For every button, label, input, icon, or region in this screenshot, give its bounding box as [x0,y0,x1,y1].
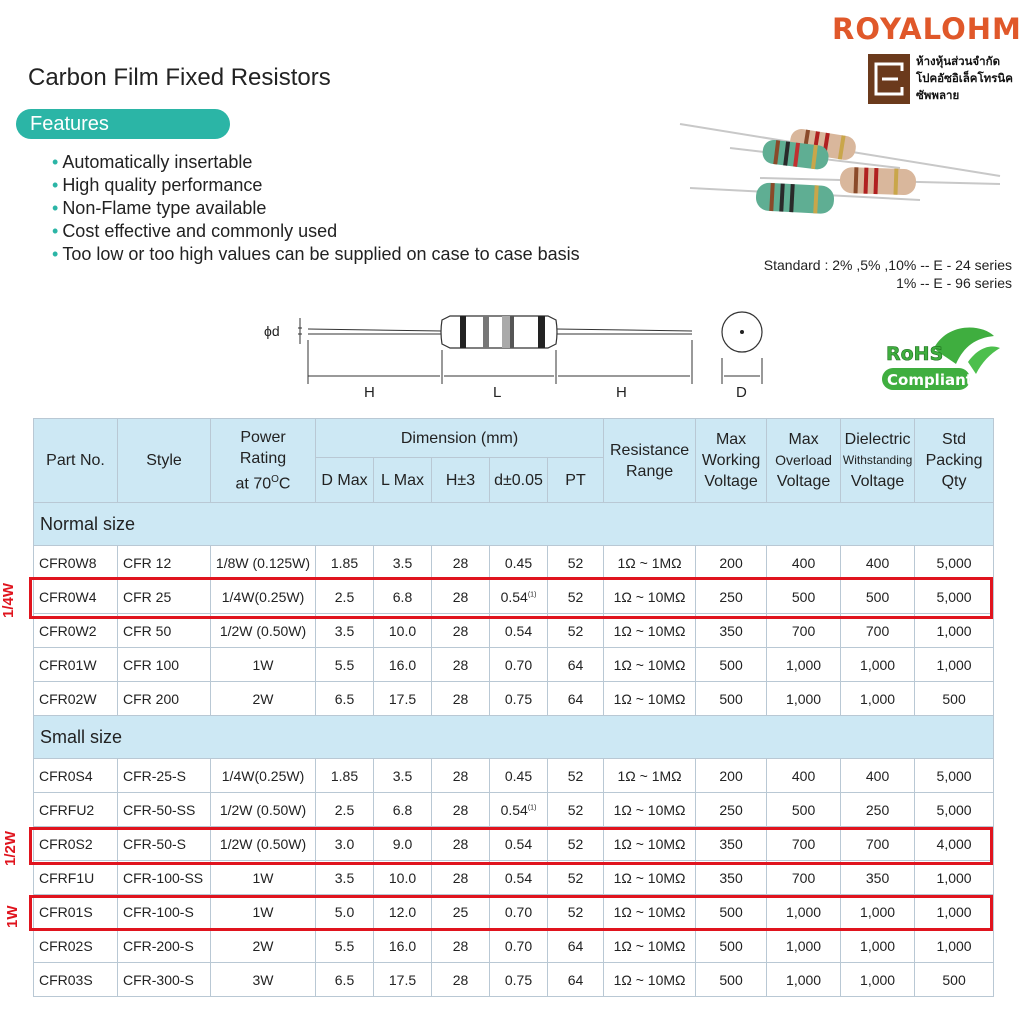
cell-dielectric: 500 [841,580,915,614]
bullet-icon: • [52,198,59,218]
cell-working: 500 [696,929,767,963]
cell-power: 1/4W(0.25W) [211,759,316,793]
section-small-size: Small size [34,716,994,759]
cell-power: 1/2W (0.50W) [211,827,316,861]
cell-lmax: 16.0 [374,648,432,682]
standard-line-1: Standard : 2% ,5% ,10% -- E - 24 series [763,257,1012,273]
page-title: Carbon Film Fixed Resistors [28,64,331,91]
cell-range: 1Ω ~ 10MΩ [604,580,696,614]
table-row [34,963,994,997]
cell-range: 1Ω ~ 10MΩ [604,929,696,963]
cell-dmax: 6.5 [316,963,374,997]
cell-range: 1Ω ~ 10MΩ [604,793,696,827]
cell-dmax: 2.5 [316,580,374,614]
cell-d: 0.54 [490,861,548,895]
cell-part: CFR0W2 [34,614,118,648]
cell-h: 25 [432,895,490,929]
cell-d: 0.70 [490,895,548,929]
feature-text: Automatically insertable [62,152,253,172]
cell-working: 350 [696,614,767,648]
cell-working: 500 [696,963,767,997]
feature-text: High quality performance [62,175,263,195]
feature-item [52,174,580,197]
cell-dielectric: 1,000 [841,963,915,997]
cell-overload: 1,000 [767,895,841,929]
cell-d: 0.54 [490,614,548,648]
cell-dmax: 3.5 [316,861,374,895]
table-row [34,929,994,963]
cell-overload: 700 [767,861,841,895]
cell-d: 0.45 [490,759,548,793]
cell-part: CFR03S [34,963,118,997]
cell-d: 0.75 [490,682,548,716]
dimension-diagram [262,300,782,404]
cell-d: 0.70 [490,648,548,682]
cell-pt: 64 [548,929,604,963]
cell-part: CFR01S [34,895,118,929]
cell-d: 0.54 [490,827,548,861]
cell-style: CFR-100-S [118,895,211,929]
cell-dmax: 6.5 [316,682,374,716]
cell-lmax: 16.0 [374,929,432,963]
cell-dielectric: 700 [841,827,915,861]
cell-dielectric: 250 [841,793,915,827]
cell-pt: 64 [548,963,604,997]
feature-item [52,197,580,220]
cell-qty: 500 [915,963,994,997]
highlight-quarter-watt [29,577,993,619]
cell-range: 1Ω ~ 10MΩ [604,963,696,997]
cell-h: 28 [432,682,490,716]
h-left-label: H [364,384,375,401]
header-dielectric-voltage: Dielectric Withstanding Voltage [841,419,915,503]
table-row [34,546,994,580]
cell-dielectric: 1,000 [841,929,915,963]
cell-h: 28 [432,580,490,614]
header-power-rating: Power Rating at $70^OC$ [211,419,316,503]
table-row [34,759,994,793]
label-one-watt: 1W [4,905,21,928]
cell-style: CFR-25-S [118,759,211,793]
header-h: H±3 [432,458,490,503]
cell-d: 0.45 [490,546,548,580]
l-label: L [493,384,502,401]
cell-pt: 52 [548,546,604,580]
cell-range: 1Ω ~ 10MΩ [604,614,696,648]
cell-d: 0.54$^{(1)}$ [490,580,548,614]
cell-power: 1/2W (0.50W) [211,614,316,648]
section-normal-size: Normal size [34,503,994,546]
highlight-one-watt [29,895,993,931]
cell-dielectric: 400 [841,546,915,580]
brand-name: ROYALOHM [832,12,1022,46]
bullet-icon: • [52,152,59,172]
cell-power: 1/4W(0.25W) [211,580,316,614]
rohs-title: RoHS [886,343,944,365]
cell-style: CFR 25 [118,580,211,614]
company-logo [868,54,910,104]
company-line-1: ห้างหุ้นส่วนจำกัด [916,56,1001,68]
footnote-marker: (1) [527,803,537,811]
header-max-working-voltage: Max Working Voltage [696,419,767,503]
cell-h: 28 [432,614,490,648]
cell-h: 28 [432,793,490,827]
cell-h: 28 [432,546,490,580]
cell-qty: 5,000 [915,759,994,793]
d-label: D [736,384,747,401]
header-pt: PT [548,458,604,503]
feature-item [52,151,580,174]
header-dimension: Dimension (mm) [316,419,604,458]
bullet-icon: • [52,221,59,241]
cell-qty: 4,000 [915,827,994,861]
cell-lmax: 12.0 [374,895,432,929]
header-std-packing-qty: Std Packing Qty [915,419,994,503]
cell-overload: 500 [767,580,841,614]
feature-item [52,243,580,266]
cell-dielectric: 350 [841,861,915,895]
standard-line-2: 1% -- E - 96 series [896,275,1012,291]
cell-range: 1Ω ~ 10MΩ [604,827,696,861]
bullet-icon: • [52,244,59,264]
cell-part: CFR0W4 [34,580,118,614]
cell-h: 28 [432,963,490,997]
cell-working: 500 [696,648,767,682]
cell-h: 28 [432,861,490,895]
cell-dielectric: 1,000 [841,895,915,929]
cell-dmax: 1.85 [316,546,374,580]
rohs-compliant: Compliant [887,371,973,389]
cell-dmax: 3.5 [316,614,374,648]
cell-pt: 52 [548,793,604,827]
cell-dmax: 1.85 [316,759,374,793]
cell-pt: 52 [548,861,604,895]
cell-lmax: 17.5 [374,682,432,716]
company-name [916,54,1013,105]
cell-lmax: 3.5 [374,759,432,793]
cell-working: 500 [696,895,767,929]
footnote-marker: (1) [527,590,537,598]
cell-power: 2W [211,682,316,716]
cell-working: 200 [696,546,767,580]
cell-qty: 1,000 [915,929,994,963]
cell-overload: 1,000 [767,648,841,682]
cell-style: CFR 200 [118,682,211,716]
cell-lmax: 9.0 [374,827,432,861]
header-max-overload-voltage: Max Overload Voltage [767,419,841,503]
cell-dmax: 5.0 [316,895,374,929]
header-style: Style [118,419,211,503]
cell-qty: 1,000 [915,648,994,682]
cell-h: 28 [432,759,490,793]
cell-overload: 1,000 [767,963,841,997]
tolerance-standard [764,256,1012,292]
cell-range: 1Ω ~ 10MΩ [604,648,696,682]
cell-part: CFR0W8 [34,546,118,580]
cell-pt: 64 [548,682,604,716]
cell-overload: 700 [767,827,841,861]
h-right-label: H [616,384,627,401]
cell-style: CFR-100-SS [118,861,211,895]
features-heading: Features [16,109,230,139]
cell-pt: 52 [548,895,604,929]
cell-lmax: 6.8 [374,793,432,827]
cell-power: 1/2W (0.50W) [211,793,316,827]
cell-part: CFR02W [34,682,118,716]
cell-pt: 64 [548,648,604,682]
cell-dmax: 2.5 [316,793,374,827]
cell-range: 1Ω ~ 10MΩ [604,895,696,929]
cell-style: CFR-300-S [118,963,211,997]
feature-item [52,220,580,243]
cell-dmax: 5.5 [316,929,374,963]
cell-part: CFR02S [34,929,118,963]
cell-range: 1Ω ~ 1MΩ [604,546,696,580]
table-row [34,648,994,682]
cell-part: CFR0S2 [34,827,118,861]
cell-working: 250 [696,580,767,614]
cell-overload: 500 [767,793,841,827]
cell-part: CFR01W [34,648,118,682]
cell-qty: 5,000 [915,546,994,580]
cell-dielectric: 700 [841,614,915,648]
cell-working: 250 [696,793,767,827]
header-l-max: L Max [374,458,432,503]
cell-d: 0.75 [490,963,548,997]
cell-style: CFR-200-S [118,929,211,963]
features-list [52,151,580,266]
cell-pt: 52 [548,614,604,648]
company-line-3: ซัพพลาย [916,90,960,102]
cell-h: 28 [432,648,490,682]
cell-part: CFRF1U [34,861,118,895]
cell-lmax: 17.5 [374,963,432,997]
cell-power: 3W [211,963,316,997]
cell-lmax: 10.0 [374,861,432,895]
table-row [34,861,994,895]
cell-lmax: 10.0 [374,614,432,648]
cell-overload: 1,000 [767,682,841,716]
cell-pt: 52 [548,580,604,614]
cell-overload: 400 [767,759,841,793]
cell-working: 500 [696,682,767,716]
cell-d: 0.70 [490,929,548,963]
feature-text: Cost effective and commonly used [62,221,338,241]
header-part-no: Part No. [34,419,118,503]
cell-working: 350 [696,861,767,895]
cell-overload: 400 [767,546,841,580]
header-d: d±0.05 [490,458,548,503]
cell-qty: 1,000 [915,861,994,895]
cell-working: 350 [696,827,767,861]
table-row [34,793,994,827]
cell-dmax: 3.0 [316,827,374,861]
cell-power: 2W [211,929,316,963]
feature-text: Non-Flame type available [62,198,267,218]
cell-part: CFRFU2 [34,793,118,827]
cell-power: 1W [211,861,316,895]
cell-lmax: 6.8 [374,580,432,614]
cell-pt: 52 [548,759,604,793]
cell-overload: 1,000 [767,929,841,963]
table-row [34,682,994,716]
cell-dielectric: 1,000 [841,682,915,716]
rohs-badge [872,322,1002,398]
cell-qty: 500 [915,682,994,716]
bullet-icon: • [52,175,59,195]
cell-d: 0.54$^{(1)}$ [490,793,548,827]
cell-qty: 5,000 [915,580,994,614]
company-line-2: โปคอัซอิเล็คโทรนิค [916,73,1013,85]
cell-qty: 5,000 [915,793,994,827]
cell-dielectric: 400 [841,759,915,793]
cell-style: CFR-50-S [118,827,211,861]
cell-lmax: 3.5 [374,546,432,580]
cell-h: 28 [432,929,490,963]
cell-style: CFR 100 [118,648,211,682]
cell-range: 1Ω ~ 10MΩ [604,861,696,895]
cell-power: 1W [211,648,316,682]
cell-style: CFR 50 [118,614,211,648]
cell-style: CFR 12 [118,546,211,580]
cell-dielectric: 1,000 [841,648,915,682]
cell-part: CFR0S4 [34,759,118,793]
cell-h: 28 [432,827,490,861]
cell-power: 1W [211,895,316,929]
highlight-half-watt [29,827,993,865]
cell-qty: 1,000 [915,614,994,648]
cell-range: 1Ω ~ 10MΩ [604,682,696,716]
cell-style: CFR-50-SS [118,793,211,827]
cell-overload: 700 [767,614,841,648]
resistors-photo [670,104,1010,234]
phi-d-label: ϕd [264,323,280,339]
cell-range: 1Ω ~ 1MΩ [604,759,696,793]
label-half-watt: 1/2W [2,830,19,866]
feature-text: Too low or too high values can be supplied on case to case basis [62,244,580,264]
cell-pt: 52 [548,827,604,861]
cell-working: 200 [696,759,767,793]
header-d-max: D Max [316,458,374,503]
cell-power: 1/8W (0.125W) [211,546,316,580]
header-resistance-range: Resistance Range [604,419,696,503]
cell-dmax: 5.5 [316,648,374,682]
cell-qty: 1,000 [915,895,994,929]
label-quarter-watt: 1/4W [0,582,17,618]
